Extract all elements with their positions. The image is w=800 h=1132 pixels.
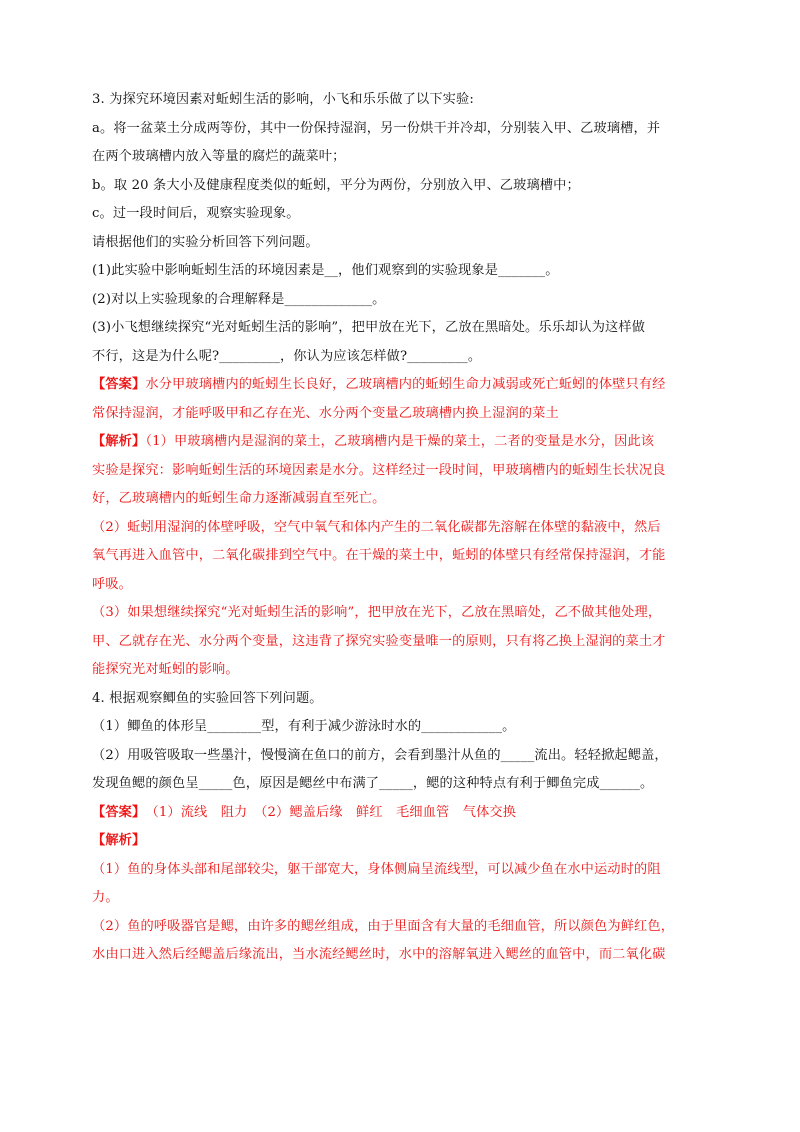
- q3-analysis-1-text: （1）甲玻璃槽内是湿润的菜土，乙玻璃槽内是干燥的菜土，二者的变量是水分，因此该: [145, 434, 655, 449]
- q4-question-2-line1: （2）用吸管吸取一些墨汁，慢慢滴在鱼口的前方，会看到墨汁从鱼的_____流出。轻轻掀起鳃盖，: [92, 747, 668, 763]
- q3-analysis-2-line2: 氧气再进入血管中，二氧化碳排到空气中。在干燥的菜土中，蚯蚓的体壁只有经常保持湿润，才能: [92, 548, 666, 563]
- q3-question-2: (2)对以上实验现象的合理解释是_____________。: [92, 291, 386, 307]
- q4-analysis-2-line1: （2）鱼的呼吸器官是鳃，由许多的鳃丝组成，由于里面含有大量的毛细血管，所以颜色为鲜红色，: [92, 918, 675, 934]
- q3-analysis-3-line1: （3）如果想继续探究“光对蚯蚓生活的影响”，把甲放在光下，乙放在黑暗处，乙不做其他处理，: [92, 605, 662, 620]
- q3-answer-line2: 常保持湿润，才能呼吸甲和乙存在光、水分两个变量乙玻璃槽内换上湿润的菜土: [92, 405, 559, 421]
- q3-question-3-line1: (3)小飞想继续探究“光对蚯蚓生活的影响”，把甲放在光下，乙放在黑暗处。乐乐却认为这样做: [92, 320, 646, 335]
- q3-analysis-1-line3: 好，乙玻璃槽内的蚯蚓生命力逐渐减弱直至死亡。: [92, 491, 386, 506]
- q3-question-3-line2: 不行，这是为什么呢?_________，你认为应该怎样做?_________。: [92, 348, 482, 364]
- q3-analysis-line1: [92, 433, 712, 450]
- q3-answer-label: 【答案】: [92, 377, 146, 392]
- q3-step-b: b。取 20 条大小及健康程度类似的蚯蚓，平分为两份，分别放入甲、乙玻璃槽中；: [92, 177, 580, 193]
- q3-analysis-2-line1: （2）蚯蚓用湿润的体壁呼吸，空气中氧气和体内产生的二氧化碳都先溶解在体壁的黏液中，然后: [92, 519, 661, 535]
- q3-step-a-line2: 在两个玻璃槽内放入等量的腐烂的蔬菜叶；: [92, 149, 346, 164]
- q3-question-1: (1)此实验中影响蚯蚓生活的环境因素是__，他们观察到的实验现象是_______。: [92, 263, 559, 278]
- document-content: [92, 91, 712, 975]
- q4-answer-line: [92, 804, 712, 821]
- q3-answer-line1: [92, 376, 712, 393]
- q3-answer-text-1: 水分甲玻璃槽内的蚯蚓生长良好，乙玻璃槽内的蚯蚓生命力减弱或死亡蚯蚓的体壁只有经: [145, 377, 666, 392]
- q4-question-1: （1）鲫鱼的体形呈________型，有利于减少游泳时水的____________。: [92, 719, 516, 734]
- q4-analysis-label: 【解析】: [92, 833, 146, 848]
- q3-prompt: 请根据他们的实验分析回答下列问题。: [92, 234, 319, 250]
- q4-answer-label: 【答案】: [92, 804, 139, 820]
- q3-step-a-line1: a。将一盆菜土分成两等份，其中一份保持湿润，另一份烘干并冷却，分别装入甲、乙玻璃槽，并: [92, 120, 661, 136]
- q3-analysis-2-line3: 呼吸。: [92, 576, 133, 592]
- q4-analysis-2-line2: 水由口进入然后经鳃盖后缘流出，当水流经鳃丝时，水中的溶解氧进入鳃丝的血管中，而二氧化碳: [92, 947, 666, 962]
- q4-analysis-1-line2: 力。: [92, 890, 119, 905]
- q3-step-c: c。过一段时间后，观察实验现象。: [92, 206, 300, 221]
- q3-title: 3. 为探究环境因素对蚯蚓生活的影响，小飞和乐乐做了以下实验:: [92, 92, 474, 107]
- q3-analysis-label: 【解析】: [92, 434, 146, 449]
- q3-analysis-3-line2: 甲、乙就存在光、水分两个变量，这违背了探究实验变量唯一的原则，只有将乙换上湿润的菜土才: [92, 633, 666, 649]
- q3-analysis-3-line3: 能探究光对蚯蚓的影响。: [92, 662, 239, 677]
- q4-analysis-1-line1: （1）鱼的身体头部和尾部较尖，躯干部宽大，身体侧扁呈流线型，可以减少鱼在水中运动时的阻: [92, 861, 661, 877]
- q4-question-2-line2: 发现鱼鳃的颜色呈_____色，原因是鳃丝中布满了_____，鳃的这种特点有利于鲫鱼完成______。: [92, 776, 654, 791]
- q4-title: 4. 根据观察鲫鱼的实验回答下列问题。: [92, 690, 323, 706]
- q3-analysis-1-line2: 实验是探究：影响蚯蚓生活的环境因素是水分。这样经过一段时间，甲玻璃槽内的蚯蚓生长状况良: [92, 462, 666, 478]
- q4-answer-text: （1）流线 阻力 （2）鳃盖后缘 鲜红 毛细血管 气体交换: [138, 804, 517, 820]
